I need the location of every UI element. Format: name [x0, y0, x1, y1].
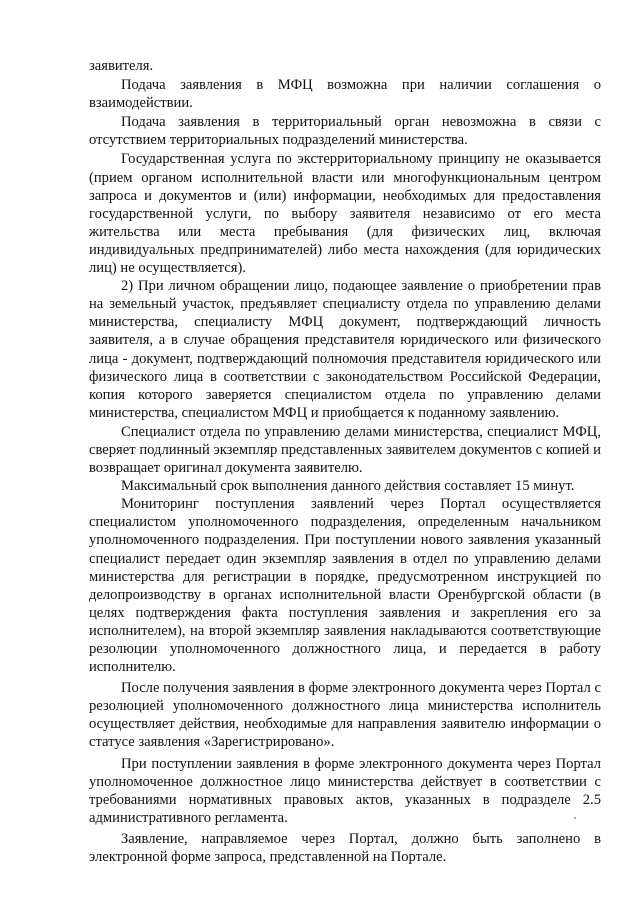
paragraph-document-check: Специалист отдела по управлению делами министерства, специалист МФЦ, сверяет подлинный экземпляр представленных заявителем документов с копией и возвращает оригинал документа заявителю.: [89, 423, 601, 477]
paragraph-portal-monitoring: Мониторинг поступления заявлений через Портал осуществляется специалистом уполномоченного подразделения, определенным начальником уполномоченного подразделения. При поступлении нового заявления указанный специалист передает один экземпляр заявления в отдел по управлению делами министерства для регистрации в порядке, предусмотренном инструкцией по делопроизводству в органах исполнительной власти Оренбургской области (в целях подтверждения факта поступления заявления и закрепления его за исполнителем), на второй экземпляр заявления накладываются соответствующие резолюции уполномоченного должностного лица, и передается в работу исполнителю.: [89, 496, 601, 676]
paragraph-portal-form: Заявление, направляемое через Портал, должно быть заполнено в электронной форме запроса, представленной на Портале.: [89, 830, 601, 866]
paragraph-territorial-body: Подача заявления в территориальный орган невозможна в связи с отсутствием территориальных подразделений министерства.: [89, 114, 601, 149]
paragraph-continuation: заявителя.: [89, 58, 154, 74]
document-body: [89, 57, 601, 866]
paragraph-mfc-submission: Подача заявления в МФЦ возможна при наличии соглашения о взаимодействии.: [89, 77, 601, 112]
paragraph-personal-appeal: 2) При личном обращении лицо, подающее заявление о приобретении прав на земельный участок, предъявляет специалисту отдела по управлению делами министерства, специалисту МФЦ документ, подтверждающий личность заявителя, а в случае обращения представителя юридического или физического лица - документ, подтверждающий полномочия представителя юридического или физического лица в соответствии с законодательством Российской Федерации, копия которого заверяется специалистом отдела по управлению делами министерства, специалистом МФЦ и приобщается к поданному заявлению.: [89, 278, 601, 421]
paragraph-extraterritorial: Государственная услуга по экстерриториальному принципу не оказывается (прием органом исполнительной власти или многофункциональным центром запроса и документов и (или) информации, необходимых для предоставления государственной услуги, по выбору заявителя независимо от его места жительства или места пребывания (для физических лиц, включая индивидуальных предпринимателей) либо места нахождения (для юридических лиц) не осуществляется).: [89, 151, 601, 277]
paragraph-electronic-receipt: После получения заявления в форме электронного документа через Портал с резолюцией уполномоченного должностного лица министерства исполнитель осуществляет действия, необходимые для направления заявителю информации о статусе заявления «Зарегистрировано».: [89, 680, 601, 751]
scan-speck: [574, 817, 576, 819]
paragraph-official-action: При поступлении заявления в форме электронного документа через Портал уполномоченное должностное лицо министерства действует в соответствии с требованиями нормативных правовых актов, указанных в подразделе 2.5 административного регламента.: [89, 755, 601, 826]
paragraph-max-time: Максимальный срок выполнения данного действия составляет 15 минут.: [121, 478, 575, 495]
